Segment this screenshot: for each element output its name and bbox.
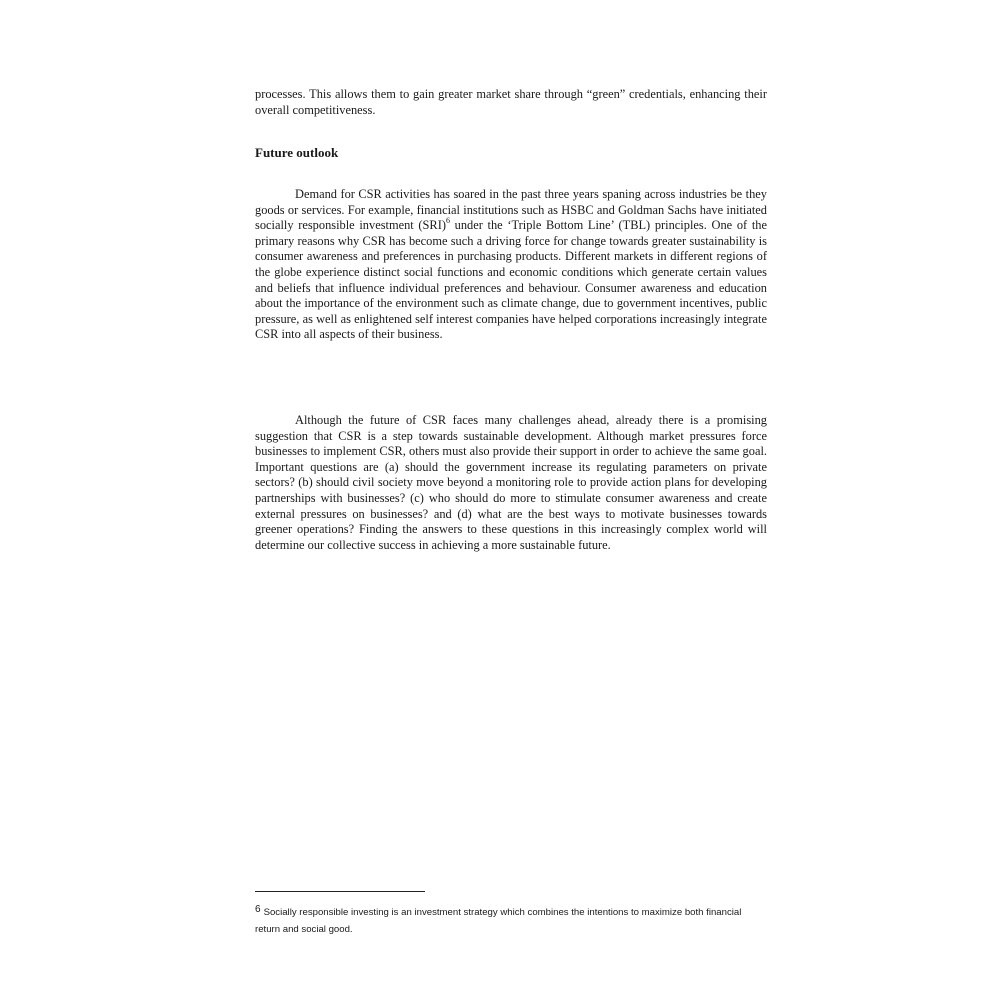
intro-paragraph — [255, 87, 767, 118]
paragraph-demand-rest: under the ‘Triple Bottom Line’ (TBL) principles. One of the primary reasons why CSR has become such a driving force for change towards greater sustainability is consumer awareness and preferences in purchasing products. Different markets in different regions of the globe experience distinct social functions and economic conditions which generate certain values and beliefs that influence individual preferences and behaviour. Consumer awareness and education about the importance of the environment such as climate change, due to government incentives, public pressure, as well as enlightened self interest companies have helped corporations increasingly integrate CSR into all aspects of their business. — [255, 218, 767, 342]
paragraph-demand-start: Demand for CSR activities has soared in the past three years spaning across industries be they goods or services. For example, financial institutions such as HSBC and Goldman Sachs have initiated socially responsible investment (SRI) — [255, 187, 767, 233]
footnote — [255, 901, 767, 938]
paragraph-demand — [255, 187, 767, 343]
intro-text: processes. This allows them to gain greater market share through “green” credentials, enhancing their overall competitiveness. — [255, 87, 767, 117]
footnote-reference[interactable]: 6 — [445, 216, 450, 226]
section-heading: Future outlook — [255, 145, 339, 160]
footnote-divider — [255, 891, 425, 892]
paragraph-demand-text — [255, 187, 767, 343]
paragraph-future-text: Although the future of CSR faces many challenges ahead, already there is a promising suggestion that CSR is a step towards sustainable development. Although market pressures force businesses to implement CSR, others must also provide their support in order to achieve the same goal. Important questions are (a) should the government increase its regulating parameters on private sectors? (b) should civil society move beyond a monitoring role to provide action plans for developing partnerships with businesses? (c) who should do more to stimulate consumer awareness and create external pressures on businesses? and (d) what are the best ways to motivate businesses towards greener operations? Finding the answers to these questions in this increasingly complex world will determine our collective success in achieving a more sustainable future. — [255, 413, 767, 552]
footnote-number: 6 — [255, 904, 261, 915]
paragraph-future — [255, 413, 767, 553]
footnote-text: Socially responsible investing is an investment strategy which combines the intentions to maximize both financial return and social good. — [255, 907, 742, 935]
